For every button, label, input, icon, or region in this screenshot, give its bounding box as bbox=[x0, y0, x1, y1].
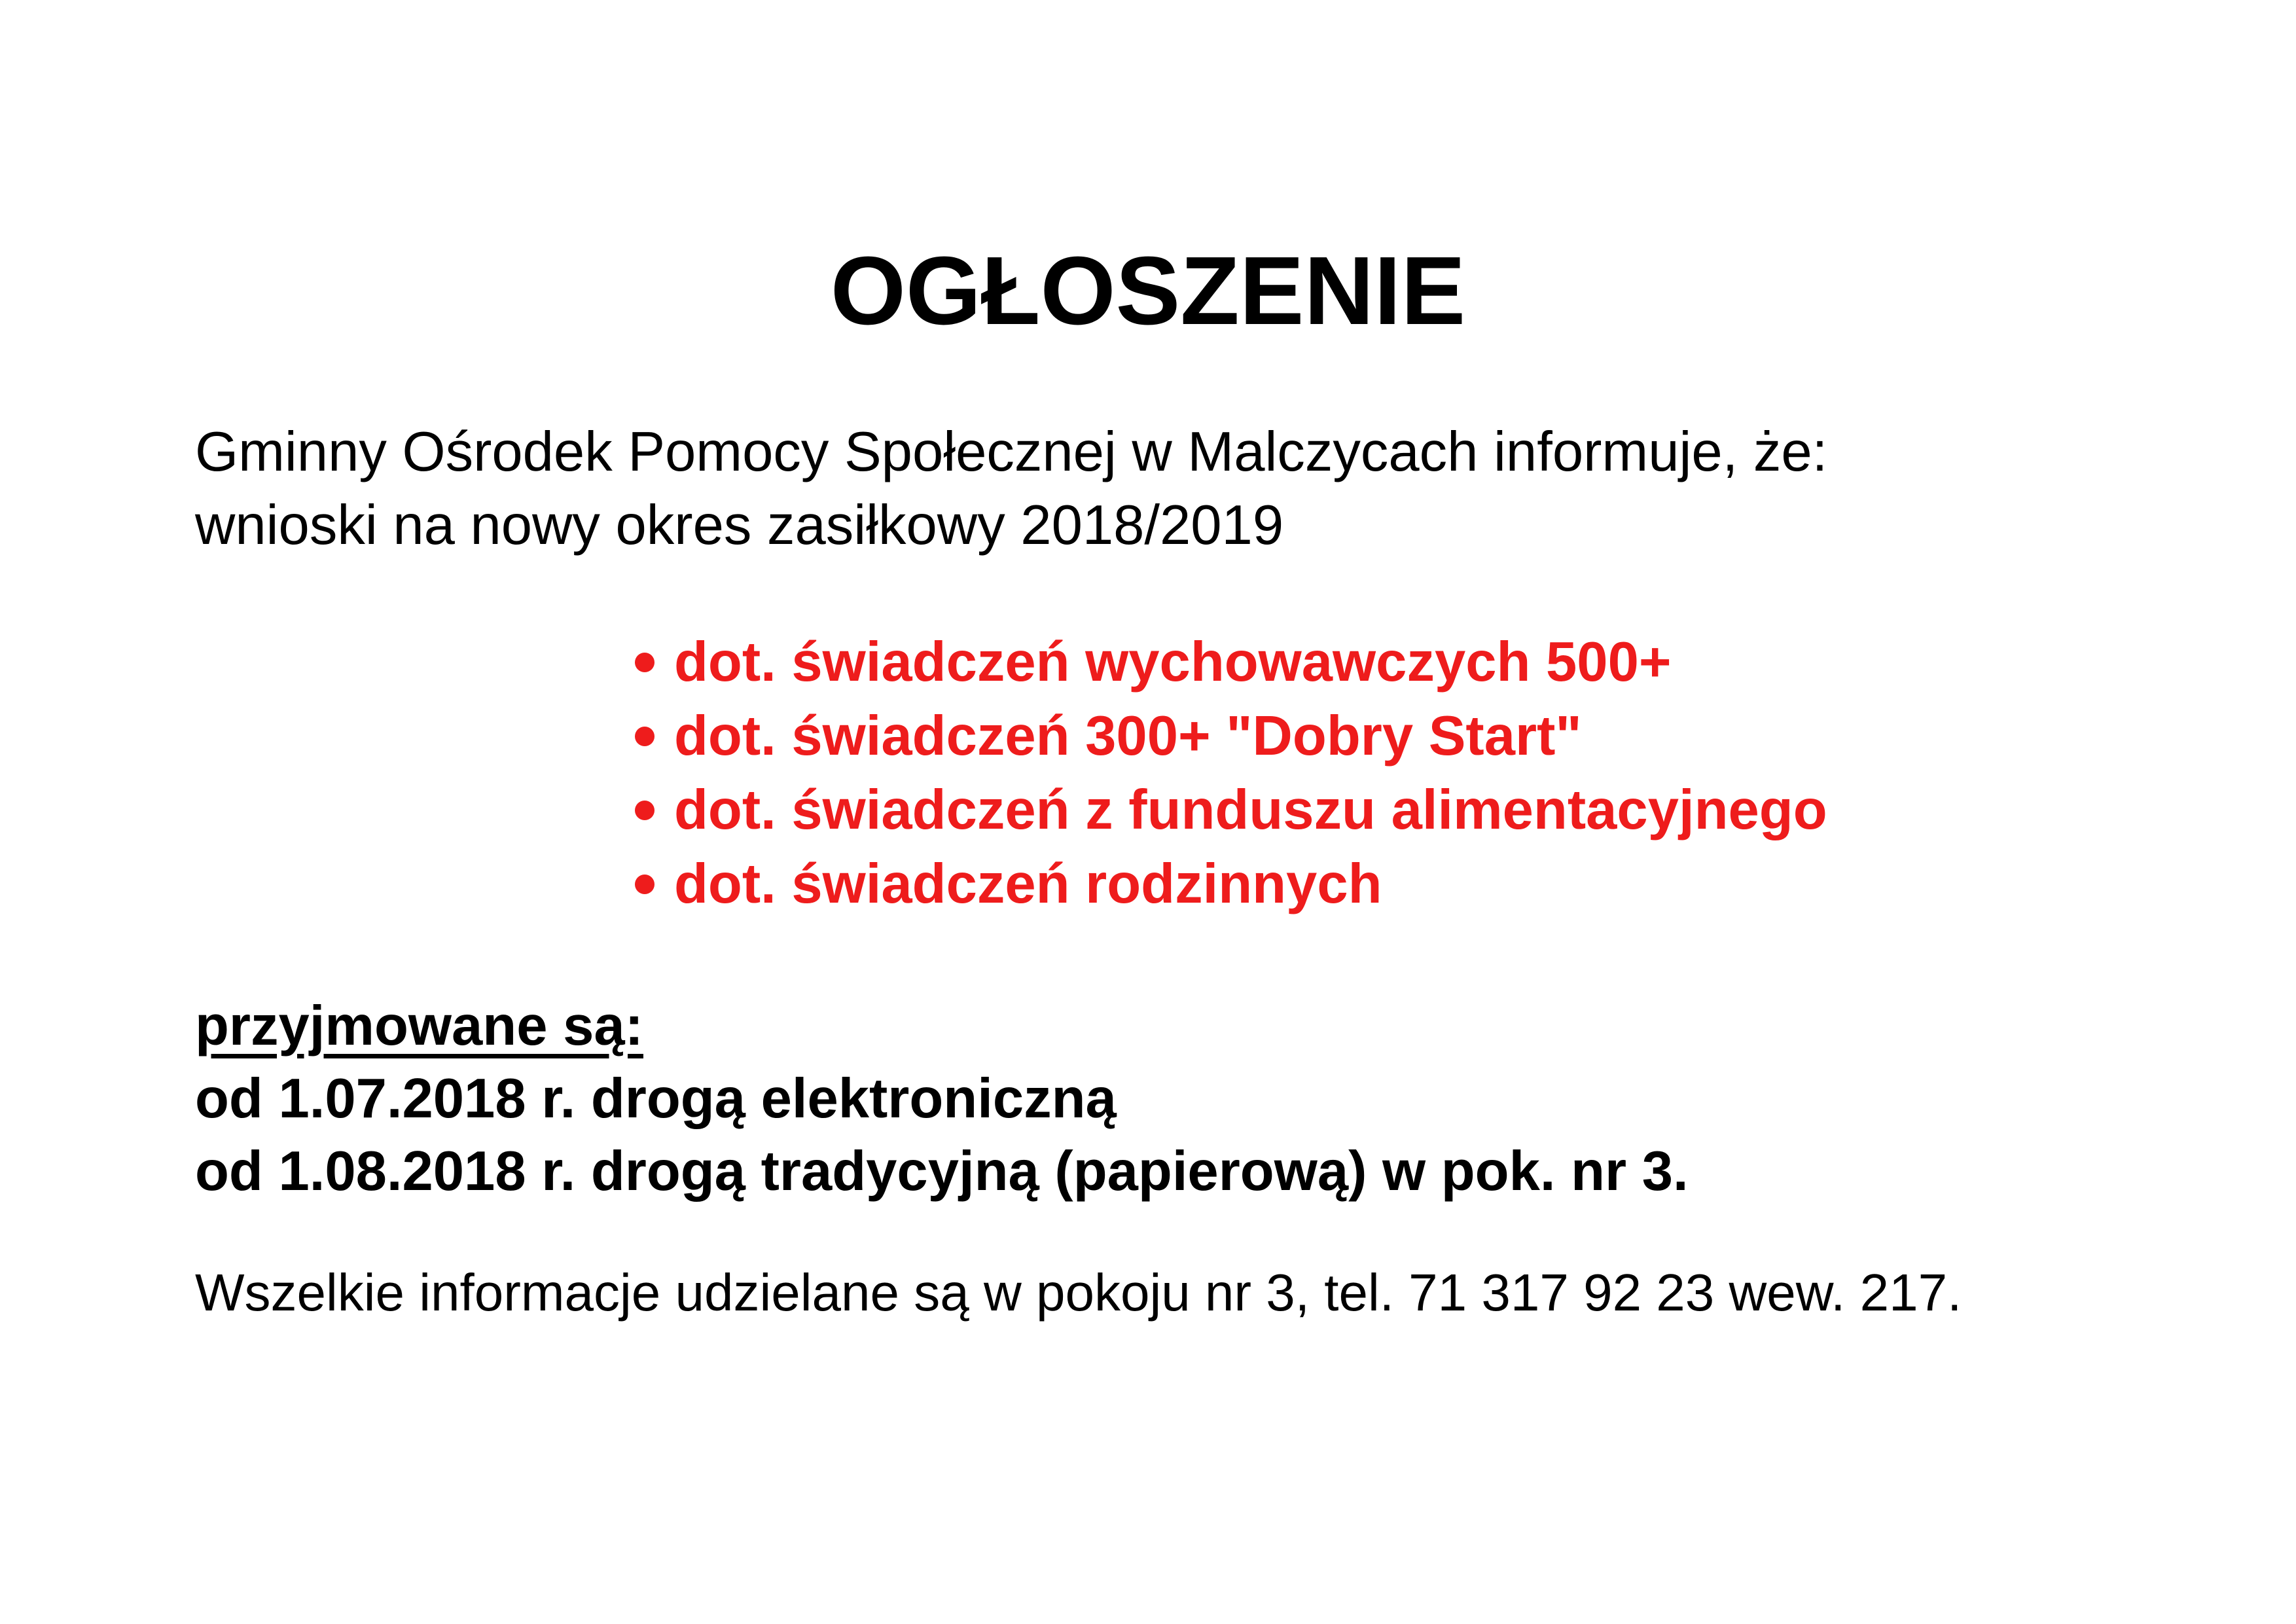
benefits-list bbox=[635, 625, 1827, 921]
page-title: OGŁOSZENIE bbox=[830, 237, 1466, 345]
intro-line: wnioski na nowy okres zasiłkowy 2018/2019 bbox=[195, 494, 1284, 556]
acceptance-line: od 1.07.2018 r. drogą elektroniczną bbox=[195, 1068, 1117, 1130]
list-item-label: dot. świadczeń rodzinnych bbox=[674, 853, 1382, 915]
intro-line: Gminny Ośrodek Pomocy Społecznej w Malczycach informuje, że: bbox=[195, 421, 1828, 483]
list-item-label: dot. świadczeń z funduszu alimentacyjnego bbox=[674, 779, 1827, 841]
list-item bbox=[635, 847, 1827, 921]
acceptance-heading: przyjmowane są: bbox=[195, 995, 643, 1057]
list-item bbox=[635, 773, 1827, 847]
contact-info: Wszelkie informacje udzielane są w pokoju nr 3, tel. 71 317 92 23 wew. 217. bbox=[195, 1263, 1962, 1322]
bullet-icon bbox=[635, 875, 655, 894]
list-item-label: dot. świadczeń wychowawczych 500+ bbox=[674, 631, 1672, 693]
acceptance-section bbox=[195, 990, 1689, 1208]
bullet-icon bbox=[635, 801, 655, 820]
acceptance-line: od 1.08.2018 r. drogą tradycyjną (papierową) w pok. nr 3. bbox=[195, 1140, 1689, 1202]
list-item bbox=[635, 625, 1827, 699]
bullet-icon bbox=[635, 653, 655, 672]
list-item-label: dot. świadczeń 300+ "Dobry Start" bbox=[674, 705, 1582, 767]
list-item bbox=[635, 699, 1827, 773]
bullet-icon bbox=[635, 727, 655, 746]
intro-text bbox=[195, 416, 1827, 562]
